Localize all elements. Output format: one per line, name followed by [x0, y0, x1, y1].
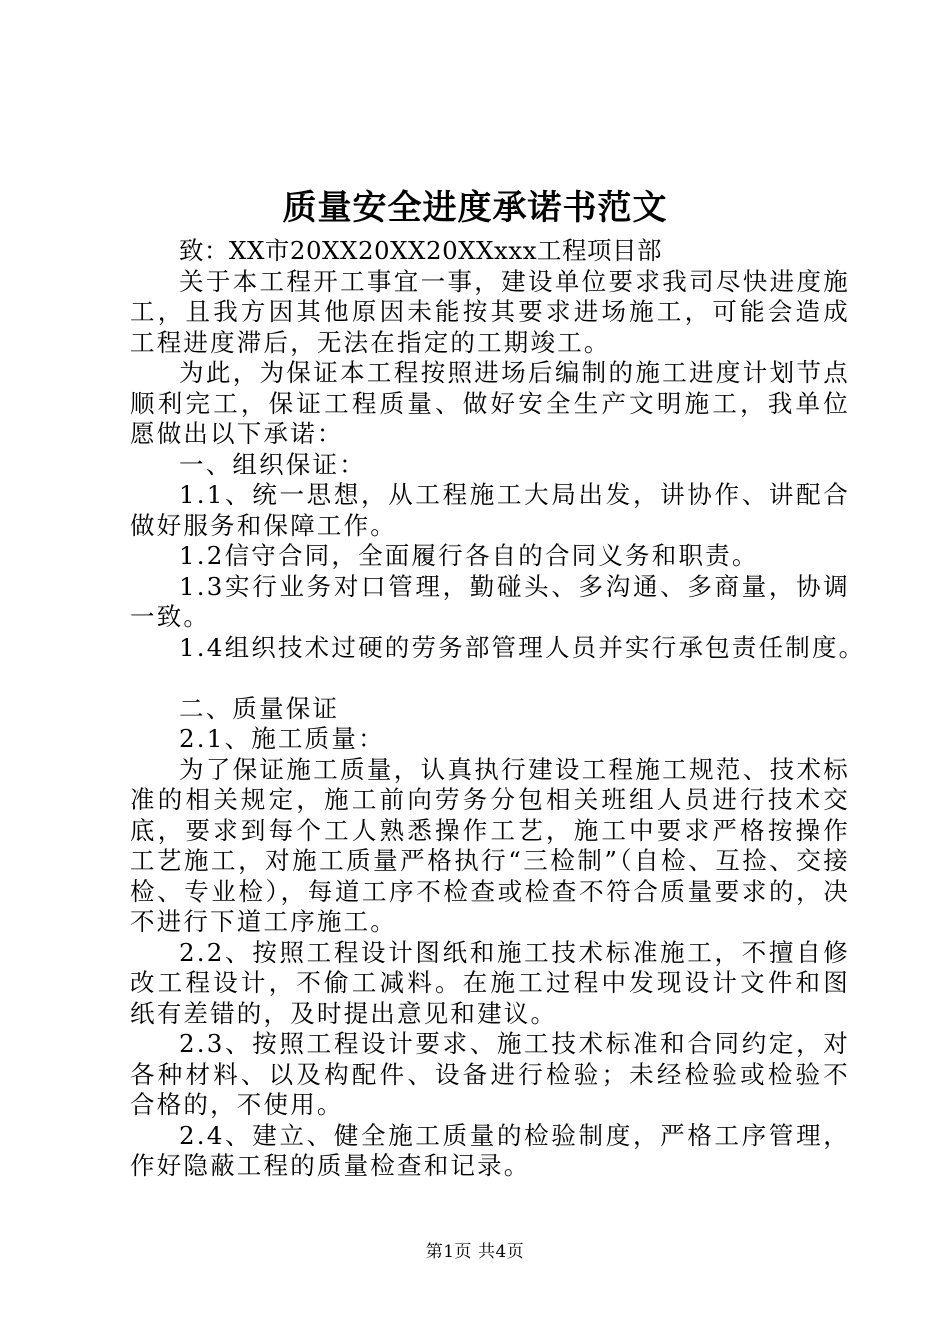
- item-1-4: 1.4组织技术过硬的劳务部管理人员并实行承包责任制度。: [179, 632, 866, 662]
- paragraph-intro: 关于本工程开工事宜一事，建设单位要求我司尽快进度施工，且我方因其他原因未能按其要求进场施工，可能会造成工程进度滞后，无法在指定的工期竣工。: [130, 266, 850, 357]
- item-2-1-heading: 2.1、施工质量：: [179, 724, 385, 753]
- item-1-1: 1.1、统一思想，从工程施工大局出发，讲协作、讲配合做好服务和保障工作。: [130, 480, 850, 540]
- item-2-4: 2.4、建立、健全施工质量的检验制度，严格工序管理，作好隐蔽工程的质量检查和记录。: [130, 1120, 850, 1180]
- item-2-3: 2.3、按照工程设计要求、施工技术标准和合同约定，对各种材料、以及构配件、设备进行检验；未经检验或检验不合格的，不使用。: [130, 1029, 850, 1119]
- section-heading-organization: 一、组织保证：: [179, 449, 366, 479]
- document-body: [130, 236, 866, 1182]
- paragraph-commitment: 为此，为保证本工程按照进场后编制的施工进度计划节点顺利完工，保证工程质量、做好安全生产文明施工，我单位愿做出以下承诺：: [130, 358, 850, 448]
- addressee-line: 致：XX市20XX20XX20XXxxx工程项目部: [179, 236, 663, 265]
- item-1-2: 1.2信守合同，全面履行各自的合同义务和职责。: [179, 541, 759, 570]
- item-2-2: 2.2、按照工程设计图纸和施工技术标准施工，不擅自修改工程设计，不偷工减料。在施工过程中发现设计文件和图纸有差错的，及时提出意见和建议。: [130, 937, 850, 1028]
- page-number-footer: 第1页 共4页: [425, 1242, 525, 1262]
- section-heading-quality: 二、质量保证: [179, 693, 340, 723]
- item-1-3: 1.3实行业务对口管理，勤碰头、多沟通、多商量，协调一致。: [130, 571, 850, 631]
- item-2-1-body: 为了保证施工质量，认真执行建设工程施工规范、技术标准的相关规定，施工前向劳务分包相关班组人员进行技术交底，要求到每个工人熟悉操作工艺，施工中要求严格按操作工艺施工，对施工质量严格执行“三检制”（自检、互捡、交接检、专业检），每道工序不检查或检查不符合质量要求的，决不进行下道工序施工。: [130, 754, 850, 936]
- document-title: 质量安全进度承诺书范文: [282, 188, 668, 228]
- paragraph-gap: [130, 663, 850, 694]
